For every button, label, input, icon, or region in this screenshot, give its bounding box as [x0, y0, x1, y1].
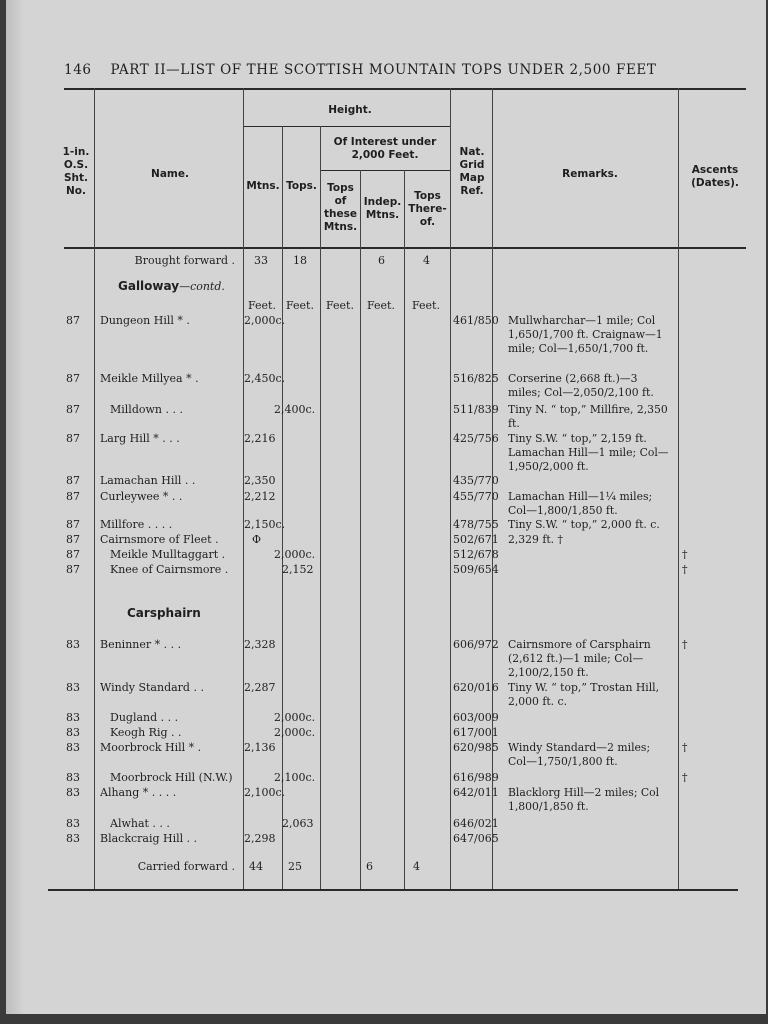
- row-sheet-number: 83: [66, 771, 80, 784]
- row-grid-ref: 616/989: [453, 771, 499, 784]
- row-sheet-number: 87: [66, 518, 80, 531]
- row-name: Windy Standard . .: [100, 681, 204, 694]
- row-name: Curleywee * . .: [100, 490, 183, 503]
- carried-tops: 25: [288, 860, 302, 873]
- row-ascent-dagger: †: [682, 741, 688, 754]
- row-sheet-number: 87: [66, 403, 80, 416]
- header-grid: Nat. Grid Map Ref.: [459, 146, 485, 197]
- row-sheet-number: 83: [66, 681, 80, 694]
- row-sheet-number: 87: [66, 563, 80, 576]
- brought-forward-label: Brought forward .: [134, 254, 235, 267]
- row-sheet-number: 83: [66, 786, 80, 799]
- row-grid-ref: 620/985: [453, 741, 499, 754]
- row-name: Moorbrock Hill (N.W.): [110, 771, 233, 784]
- header-name: Name.: [151, 168, 189, 180]
- section-title-carsphairn: Carsphairn: [127, 606, 201, 620]
- header-remarks: Remarks.: [562, 168, 618, 180]
- header-interest: Of Interest under 2,000 Feet.: [333, 136, 437, 161]
- row-name: Keogh Rig . .: [110, 726, 182, 739]
- row-mtns-height: 2,216: [244, 432, 276, 445]
- row-mtns-height: 2,450c.: [244, 372, 286, 385]
- row-sheet-number: 83: [66, 638, 80, 651]
- unit-tops-thereof: Feet.: [412, 299, 440, 312]
- row-name: Dungeon Hill * .: [100, 314, 190, 327]
- row-grid-ref: 509/654: [453, 563, 499, 576]
- row-name: Milldown . . .: [110, 403, 183, 416]
- row-mtns-height: 2,136: [244, 741, 276, 754]
- col-rule-5: [360, 170, 361, 889]
- row-remarks: Blacklorg Hill—2 miles; Col 1,800/1,850 ft.: [508, 786, 660, 813]
- row-name: Cairnsmore of Fleet .: [100, 533, 219, 546]
- row-name: Millfore . . . .: [100, 518, 173, 531]
- row-grid-ref: 512/678: [453, 548, 499, 561]
- row-tops-height: 2,000c.: [274, 548, 316, 561]
- row-name: Blackcraig Hill . .: [100, 832, 198, 845]
- header-sheet: 1-in. O.S. Sht. No.: [62, 146, 90, 197]
- brought-mtns: 33: [254, 254, 268, 267]
- row-tops-height: 2,152: [282, 563, 314, 576]
- row-mtns-height: 2,212: [244, 490, 276, 503]
- row-remarks: Mullwharchar—1 mile; Col 1,650/1,700 ft. Craignaw—1 mile; Col—1,650/1,700 ft.: [508, 314, 663, 355]
- row-sheet-number: 87: [66, 533, 80, 546]
- row-name: Dugland . . .: [110, 711, 179, 724]
- row-mtns-height: 2,100c.: [244, 786, 286, 799]
- header-height: Height.: [328, 104, 372, 116]
- row-grid-ref: 516/825: [453, 372, 499, 385]
- header-indep: Indep. Mtns.: [363, 196, 402, 221]
- section-title-galloway: Galloway—contd.: [118, 279, 225, 293]
- page-header: [64, 62, 714, 78]
- row-tops-height: 2,063: [282, 817, 314, 830]
- row-grid-ref: 647/065: [453, 832, 499, 845]
- book-spine-shadow: [6, 0, 24, 1014]
- row-sheet-number: 87: [66, 490, 80, 503]
- row-grid-ref: 502/671: [453, 533, 499, 546]
- row-remarks: Corserine (2,668 ft.)—3 miles; Col—2,050/2,100 ft.: [508, 372, 654, 399]
- row-sheet-number: 83: [66, 741, 80, 754]
- row-grid-ref: 617/001: [453, 726, 499, 739]
- row-sheet-number: 87: [66, 314, 80, 327]
- row-name: Knee of Cairnsmore .: [110, 563, 229, 576]
- header-bottom-rule: [64, 247, 746, 249]
- carried-forward-label: Carried forward .: [137, 860, 235, 873]
- page-number: 146: [64, 62, 92, 78]
- row-mtns-height: Φ: [252, 533, 262, 546]
- row-name: Meikle Mulltaggart .: [110, 548, 226, 561]
- row-remarks: 2,329 ft. †: [508, 533, 563, 546]
- row-sheet-number: 87: [66, 548, 80, 561]
- row-grid-ref: 511/839: [453, 403, 499, 416]
- row-name: Lamachan Hill . .: [100, 474, 196, 487]
- col-rule-6: [404, 170, 405, 889]
- brought-indep: 6: [378, 254, 385, 267]
- row-grid-ref: 455/770: [453, 490, 499, 503]
- table-top-rule: [64, 88, 746, 90]
- row-grid-ref: 461/850: [453, 314, 499, 327]
- row-grid-ref: 642/011: [453, 786, 499, 799]
- row-remarks: Tiny N. “ top,” Millfire, 2,350 ft.: [508, 403, 668, 430]
- table-bottom-rule: [48, 889, 738, 891]
- carried-tops-thereof: 4: [413, 860, 420, 873]
- carried-mtns: 44: [249, 860, 263, 873]
- header-tops-thereof: Tops There- of.: [408, 190, 447, 228]
- row-tops-height: 2,100c.: [274, 771, 316, 784]
- row-mtns-height: 2,350: [244, 474, 276, 487]
- height-subrule: [243, 126, 450, 127]
- row-mtns-height: 2,298: [244, 832, 276, 845]
- unit-tops: Feet.: [286, 299, 314, 312]
- col-rule-1: [94, 88, 95, 889]
- row-grid-ref: 478/755: [453, 518, 499, 531]
- row-mtns-height: 2,287: [244, 681, 276, 694]
- row-ascent-dagger: †: [682, 548, 688, 561]
- row-remarks: Tiny S.W. “ top,” 2,159 ft. Lamachan Hill—1 mile; Col—1,950/2,000 ft.: [508, 432, 669, 473]
- row-tops-height: 2,000c.: [274, 711, 316, 724]
- row-mtns-height: 2,150c.: [244, 518, 286, 531]
- row-grid-ref: 606/972: [453, 638, 499, 651]
- row-sheet-number: 87: [66, 474, 80, 487]
- row-ascent-dagger: †: [682, 563, 688, 576]
- unit-mtns: Feet.: [248, 299, 276, 312]
- unit-indep: Feet.: [367, 299, 395, 312]
- brought-tops-thereof: 4: [423, 254, 430, 267]
- row-grid-ref: 646/021: [453, 817, 499, 830]
- col-rule-7: [450, 88, 451, 889]
- col-rule-9: [678, 88, 679, 889]
- row-name: Alhang * . . . .: [100, 786, 177, 799]
- col-rule-2: [243, 88, 244, 889]
- col-rule-8: [492, 88, 493, 889]
- row-grid-ref: 425/756: [453, 432, 499, 445]
- header-mtns: Mtns.: [246, 180, 280, 192]
- row-remarks: Lamachan Hill—1¼ miles; Col—1,800/1,850 ft.: [508, 490, 653, 517]
- unit-tops-of-these: Feet.: [326, 299, 354, 312]
- row-grid-ref: 620/016: [453, 681, 499, 694]
- row-grid-ref: 603/009: [453, 711, 499, 724]
- header-ascents: Ascents (Dates).: [691, 164, 739, 189]
- row-name: Alwhat . . .: [110, 817, 170, 830]
- row-ascent-dagger: †: [682, 771, 688, 784]
- row-ascent-dagger: †: [682, 638, 688, 651]
- running-title: PART II—LIST OF THE SCOTTISH MOUNTAIN TOPS UNDER 2,500 FEET: [110, 62, 657, 78]
- col-rule-4: [320, 126, 321, 889]
- header-tops-of-these: Tops of these Mtns.: [323, 182, 358, 233]
- row-sheet-number: 87: [66, 372, 80, 385]
- row-sheet-number: 83: [66, 832, 80, 845]
- interest-subrule: [320, 170, 450, 171]
- row-mtns-height: 2,328: [244, 638, 276, 651]
- row-grid-ref: 435/770: [453, 474, 499, 487]
- row-remarks: Windy Standard—2 miles; Col—1,750/1,800 ft.: [508, 741, 651, 768]
- row-remarks: Cairnsmore of Carsphairn (2,612 ft.)—1 mile; Col—2,100/2,150 ft.: [508, 638, 651, 679]
- row-mtns-height: 2,000c.: [244, 314, 286, 327]
- row-tops-height: 2,400c.: [274, 403, 316, 416]
- row-sheet-number: 83: [66, 726, 80, 739]
- row-name: Meikle Millyea * .: [100, 372, 199, 385]
- row-remarks: Tiny S.W. “ top,” 2,000 ft. c.: [508, 518, 660, 531]
- row-name: Beninner * . . .: [100, 638, 182, 651]
- header-tops: Tops.: [286, 180, 317, 192]
- carried-indep: 6: [366, 860, 373, 873]
- brought-tops: 18: [293, 254, 307, 267]
- row-name: Larg Hill * . . .: [100, 432, 180, 445]
- row-tops-height: 2,000c.: [274, 726, 316, 739]
- row-sheet-number: 83: [66, 817, 80, 830]
- row-sheet-number: 83: [66, 711, 80, 724]
- row-remarks: Tiny W. “ top,” Trostan Hill, 2,000 ft. c.: [508, 681, 660, 708]
- row-name: Moorbrock Hill * .: [100, 741, 202, 754]
- row-sheet-number: 87: [66, 432, 80, 445]
